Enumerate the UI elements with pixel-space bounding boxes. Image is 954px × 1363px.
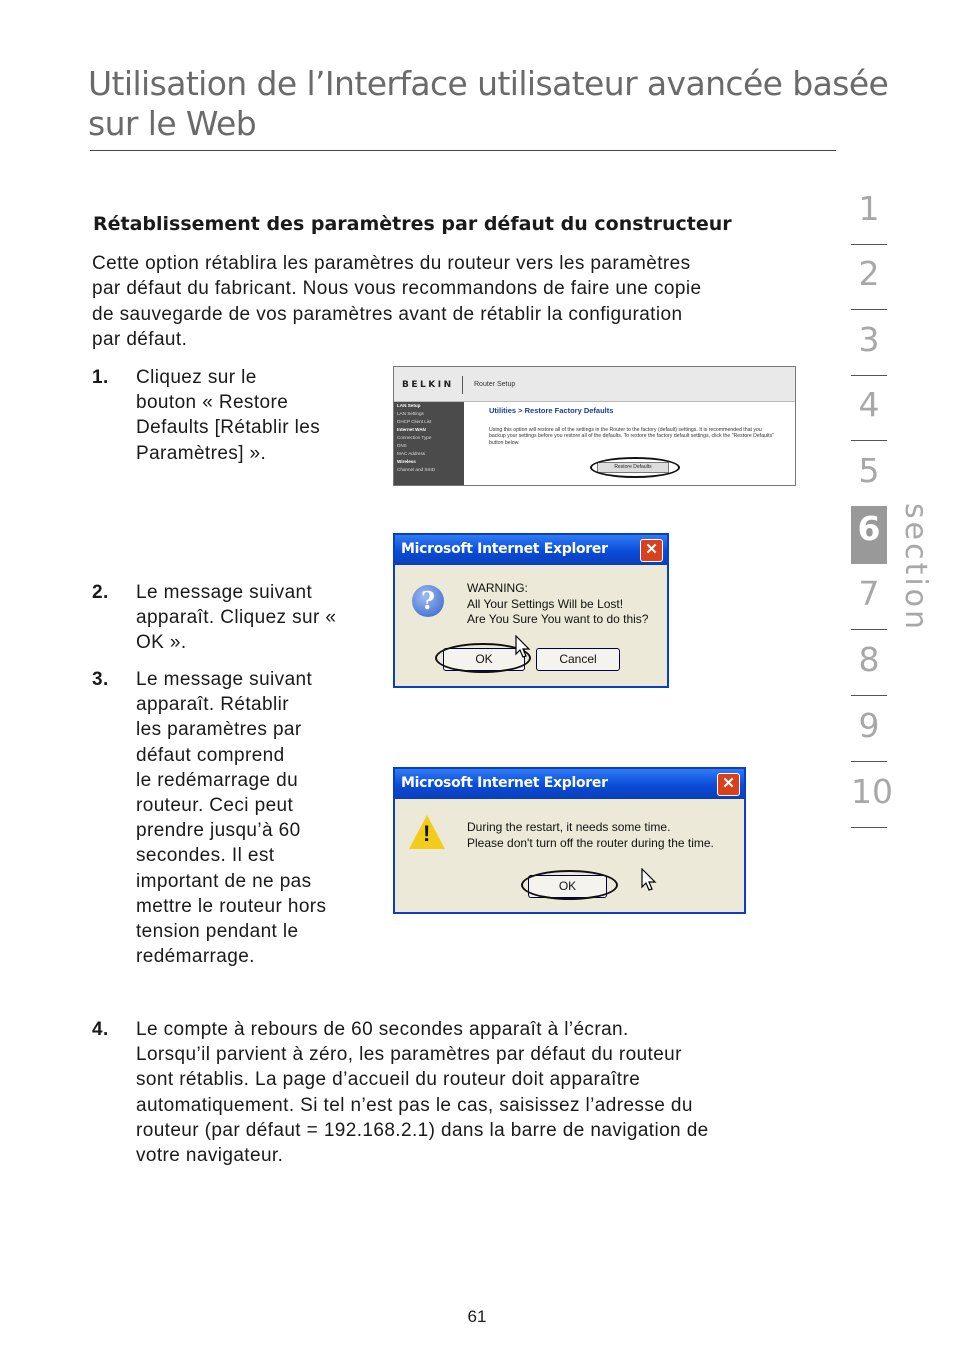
step-line: routeur. Ceci peut [136, 795, 294, 817]
section-nav-item-3: 3 [851, 317, 887, 376]
sidebar-item-internet-wan[interactable]: Internet WAN [397, 427, 426, 432]
step-line: redémarrage. [136, 946, 255, 968]
dialog-title: Microsoft Internet Explorer [401, 541, 608, 557]
sidebar-item-connection-type[interactable]: Connection Type [397, 435, 432, 440]
section-nav-item-5: 5 [858, 451, 880, 490]
dialog-titlebar [395, 535, 667, 565]
belkin-sidebar [394, 402, 464, 486]
step-line: le redémarrage du [136, 769, 299, 791]
belkin-restore-screenshot [393, 366, 796, 486]
step-line: automatiquement. Si tel n’est pas le cas, saisissez l’adresse du [136, 1094, 693, 1116]
step-text [136, 580, 386, 656]
step-text [136, 1017, 806, 1168]
page-title: Utilisation de l’Interface utilisateur avancée basée sur le Web [88, 64, 889, 143]
step-line: important de ne pas [136, 870, 312, 892]
warning-dialog [393, 533, 669, 688]
step-line: bouton « Restore [136, 392, 289, 414]
cancel-button[interactable]: Cancel [536, 648, 620, 671]
step-line: Le message suivant [136, 669, 313, 690]
section-nav-item-7: 7 [851, 571, 887, 630]
step-line: secondes. Il est [136, 845, 275, 867]
section-subheading: Rétablissement des paramètres par défaut du constructeur [93, 213, 732, 235]
step-line: Le compte à rebours de 60 secondes apparaît à l’écran. [136, 1019, 629, 1040]
header-separator [462, 376, 463, 394]
step-line: apparaît. Cliquez sur « [136, 607, 337, 629]
step-line: Defaults [Rétablir les [136, 417, 321, 439]
ok-button[interactable]: OK [443, 648, 525, 671]
step-line: défaut comprend [136, 744, 285, 766]
step-number: 2. [92, 582, 109, 603]
intro-paragraph [92, 251, 812, 352]
section-nav-item-10: 10 [851, 769, 887, 828]
sidebar-item-lan-settings[interactable]: LAN Settings [397, 411, 424, 416]
mouse-pointer-icon [641, 868, 657, 892]
intro-line: par défaut. [92, 328, 188, 350]
close-icon[interactable]: ✕ [717, 773, 740, 796]
title-divider [90, 150, 836, 151]
section-nav-item-2: 2 [851, 251, 887, 310]
section-nav-item-8: 8 [851, 637, 887, 696]
step-text [136, 667, 386, 969]
warning-icon: ! [409, 815, 445, 849]
breadcrumb: Utilities > Restore Factory Defaults [489, 406, 614, 415]
step-text [136, 365, 386, 466]
step-line: Le message suivant [136, 582, 313, 603]
question-icon: ? [412, 585, 444, 617]
intro-line: par défaut du fabricant. Nous vous recommandons de faire une copie [92, 278, 702, 300]
section-label: section [898, 503, 933, 633]
step-line: apparaît. Rétablir [136, 694, 289, 716]
page-number: 61 [467, 1307, 487, 1326]
step-line: Cliquez sur le [136, 367, 257, 388]
message-line: Please don't turn off the router during the time. [467, 835, 714, 850]
dialog-title: Microsoft Internet Explorer [401, 775, 608, 791]
step-line: les paramètres par [136, 719, 302, 741]
section-nav-item-6-active: 6 [851, 506, 887, 564]
step-number: 4. [92, 1019, 109, 1040]
step-line: Lorsqu’il parvient à zéro, les paramètres par défaut du routeur [136, 1044, 682, 1066]
step-line: tension pendant le [136, 921, 299, 943]
message-line: All Your Settings Will be Lost! [467, 596, 624, 611]
step-line: routeur (par défaut = 192.168.2.1) dans la barre de navigation de [136, 1119, 709, 1141]
restart-dialog [393, 767, 746, 914]
intro-line: de sauvegarde de vos paramètres avant de rétablir la configuration [92, 303, 683, 325]
step-number: 3. [92, 669, 109, 690]
restore-defaults-button[interactable]: Restore Defaults [597, 462, 669, 473]
dialog-message [467, 581, 648, 628]
sidebar-item-channel-ssid[interactable]: Channel and SSID [397, 467, 436, 472]
sidebar-item-dns[interactable]: DNS [397, 443, 407, 448]
dialog-message [467, 820, 714, 851]
section-nav-item-1: 1 [851, 186, 887, 245]
step-line: Paramètres] ». [136, 442, 267, 464]
sidebar-item-dhcp-client-list[interactable]: DHCP Client List [397, 419, 432, 424]
step-line: prendre jusqu’à 60 [136, 820, 301, 842]
step-line: votre navigateur. [136, 1145, 284, 1167]
section-nav-item-4: 4 [851, 382, 887, 441]
message-line: During the restart, it needs some time. [467, 820, 671, 834]
step-line: sont rétablis. La page d’accueil du routeur doit apparaître [136, 1069, 641, 1091]
sidebar-item-mac-address[interactable]: MAC Address [397, 451, 426, 456]
dialog-titlebar [395, 769, 744, 799]
router-setup-label: Router Setup [474, 381, 516, 388]
step-line: mettre le routeur hors [136, 895, 327, 917]
step-number: 1. [92, 367, 109, 388]
message-line: WARNING: [467, 581, 528, 595]
close-icon[interactable]: ✕ [640, 539, 663, 562]
restore-description: Using this option will restore all of the settings in the Router to the factory (default) settings. It is recommended that you backup your settings before you restore all of the defaults. To restore the factory default settings, click the "Restore Defaults" button below. [489, 427, 775, 446]
section-nav-item-9: 9 [851, 703, 887, 762]
highlight-circle [521, 870, 618, 900]
belkin-logo: BELKIN [402, 380, 454, 390]
ok-button[interactable]: OK [528, 875, 607, 898]
sidebar-item-wireless[interactable]: Wireless [397, 459, 416, 464]
intro-line: Cette option rétablira les paramètres du routeur vers les paramètres [92, 253, 691, 274]
sidebar-item-lan-setup[interactable]: LAN Setup [397, 403, 421, 408]
highlight-circle [590, 457, 680, 478]
mouse-pointer-icon [515, 635, 531, 659]
step-line: OK ». [136, 632, 187, 654]
message-line: Are You Sure You want to do this? [467, 612, 649, 626]
belkin-header [394, 367, 795, 402]
